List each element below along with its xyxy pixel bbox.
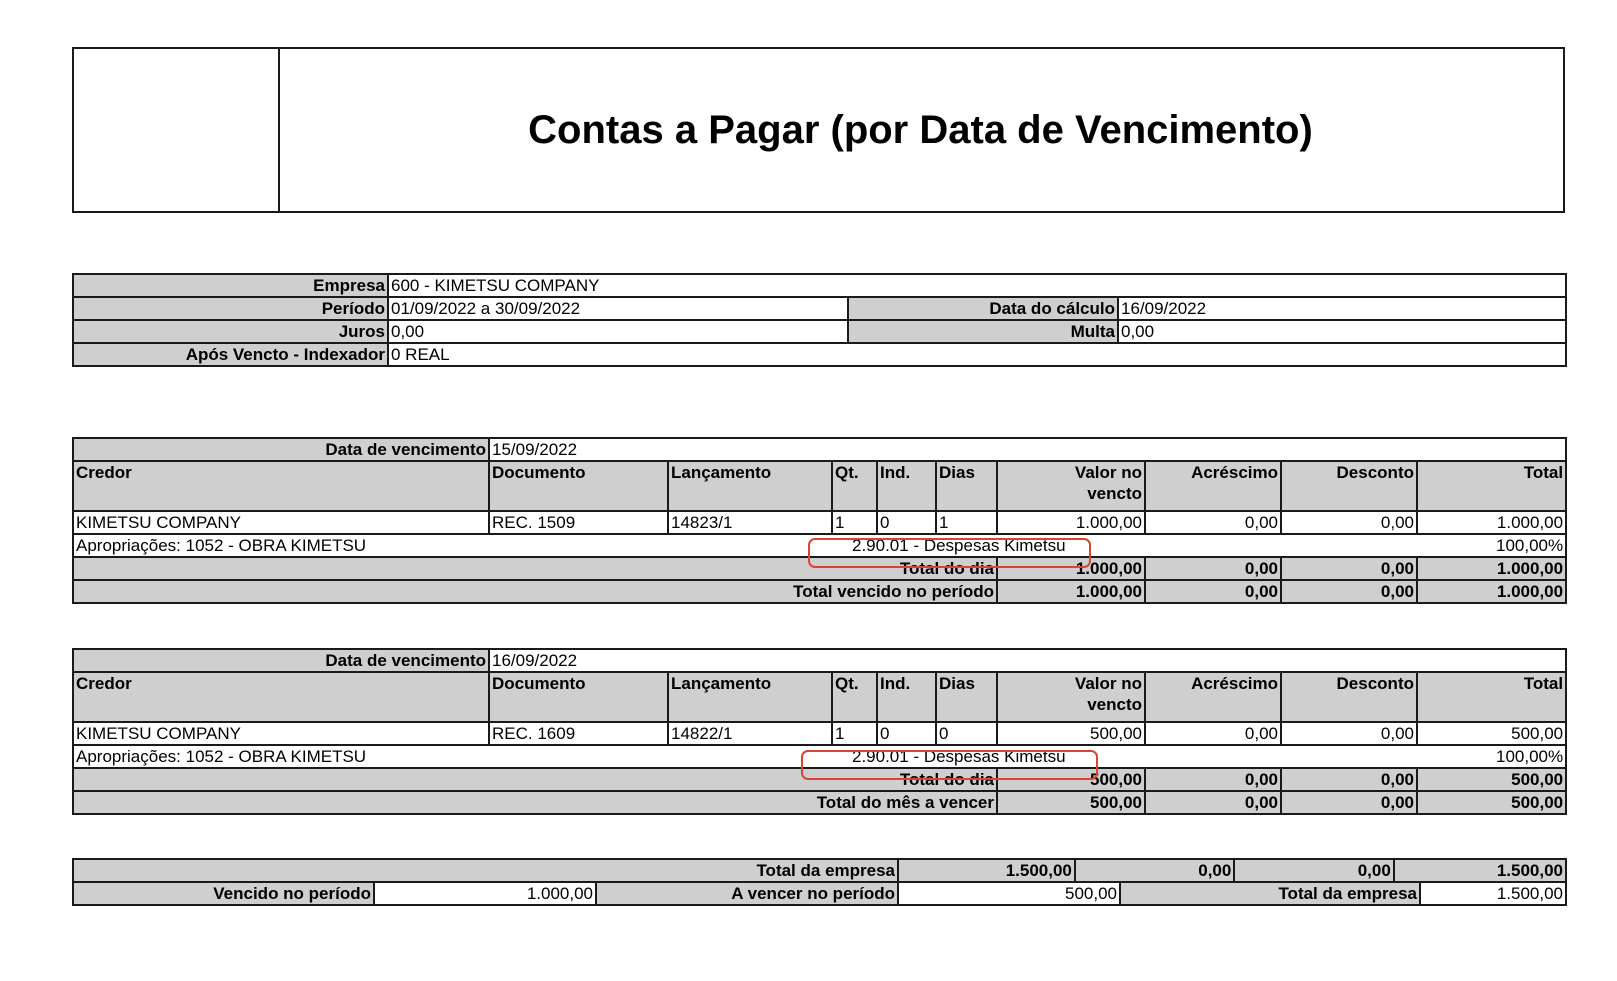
table-row bbox=[73, 511, 1566, 534]
total-periodo-acrescimo: 0,00 bbox=[1145, 580, 1281, 603]
data-calculo-label: Data do cálculo bbox=[848, 297, 1118, 320]
a-vencer-value: 500,00 bbox=[898, 882, 1120, 905]
apropriacoes-text: Apropriações: 1052 - OBRA KIMETSU bbox=[73, 534, 832, 557]
total-dia-total: 1.000,00 bbox=[1417, 557, 1566, 580]
total-empresa-total: 1.500,00 bbox=[1394, 860, 1565, 881]
col-lancamento: Lançamento bbox=[668, 672, 832, 722]
cell-credor: KIMETSU COMPANY bbox=[73, 722, 489, 745]
total-dia-valor: 1.000,00 bbox=[997, 557, 1145, 580]
col-total: Total bbox=[1417, 461, 1566, 511]
total-dia-label: Total do dia bbox=[73, 768, 997, 791]
cell-documento: REC. 1509 bbox=[489, 511, 668, 534]
col-dias: Dias bbox=[936, 461, 997, 511]
due-date-value: 15/09/2022 bbox=[489, 438, 1566, 461]
cell-desconto: 0,00 bbox=[1281, 722, 1417, 745]
total-periodo-desconto: 0,00 bbox=[1281, 791, 1417, 814]
col-total: Total bbox=[1417, 672, 1566, 722]
col-qt: Qt. bbox=[832, 461, 877, 511]
cell-valor: 1.000,00 bbox=[997, 511, 1145, 534]
col-lancamento: Lançamento bbox=[668, 461, 832, 511]
col-qt: Qt. bbox=[832, 672, 877, 722]
multa-label: Multa bbox=[848, 320, 1118, 343]
cell-dias: 1 bbox=[936, 511, 997, 534]
highlight-box bbox=[808, 538, 1091, 568]
indexador-value: 0 REAL bbox=[388, 343, 1566, 366]
col-acrescimo: Acréscimo bbox=[1145, 461, 1281, 511]
total-periodo-total: 500,00 bbox=[1417, 791, 1566, 814]
vencido-value: 1.000,00 bbox=[374, 882, 596, 905]
col-desconto: Desconto bbox=[1281, 461, 1417, 511]
total-empresa-label: Total da empresa bbox=[73, 859, 898, 882]
table-row bbox=[73, 722, 1566, 745]
indexador-label: Após Vencto - Indexador bbox=[73, 343, 388, 366]
cell-qt: 1 bbox=[832, 722, 877, 745]
cell-lancamento: 14823/1 bbox=[668, 511, 832, 534]
col-valor: Valor no vencto bbox=[997, 672, 1145, 722]
total-empresa-acrescimo: 0,00 bbox=[1075, 860, 1234, 881]
percent-text: 100,00% bbox=[1417, 745, 1566, 768]
juros-value: 0,00 bbox=[388, 320, 848, 343]
percent-text: 100,00% bbox=[1417, 534, 1566, 557]
col-credor: Credor bbox=[73, 461, 489, 511]
total-dia-acrescimo: 0,00 bbox=[1145, 557, 1281, 580]
total-empresa-label-2: Total da empresa bbox=[1120, 882, 1420, 905]
col-valor: Valor no vencto bbox=[997, 461, 1145, 511]
cell-desconto: 0,00 bbox=[1281, 511, 1417, 534]
cell-acrescimo: 0,00 bbox=[1145, 511, 1281, 534]
total-empresa-values bbox=[898, 859, 1566, 882]
total-empresa-desconto: 0,00 bbox=[1234, 860, 1393, 881]
col-documento: Documento bbox=[489, 672, 668, 722]
due-date-label: Data de vencimento bbox=[73, 438, 489, 461]
highlight-box bbox=[801, 750, 1098, 780]
total-periodo-valor: 500,00 bbox=[997, 791, 1145, 814]
total-dia-label: Total do dia bbox=[73, 557, 997, 580]
total-periodo-label: Total do mês a vencer bbox=[73, 791, 997, 814]
col-ind: Ind. bbox=[877, 672, 936, 722]
col-credor: Credor bbox=[73, 672, 489, 722]
total-dia-acrescimo: 0,00 bbox=[1145, 768, 1281, 791]
col-desconto: Desconto bbox=[1281, 672, 1417, 722]
periodo-label: Período bbox=[73, 297, 388, 320]
a-vencer-label: A vencer no período bbox=[596, 882, 898, 905]
data-calculo-value: 16/09/2022 bbox=[1118, 297, 1566, 320]
col-dias: Dias bbox=[936, 672, 997, 722]
cell-total: 500,00 bbox=[1417, 722, 1566, 745]
cell-credor: KIMETSU COMPANY bbox=[73, 511, 489, 534]
total-dia-desconto: 0,00 bbox=[1281, 768, 1417, 791]
total-periodo-total: 1.000,00 bbox=[1417, 580, 1566, 603]
juros-label: Juros bbox=[73, 320, 388, 343]
periodo-value: 01/09/2022 a 30/09/2022 bbox=[388, 297, 848, 320]
apropriacoes-text: Apropriações: 1052 - OBRA KIMETSU bbox=[73, 745, 832, 768]
total-periodo-label: Total vencido no período bbox=[73, 580, 997, 603]
cell-ind: 0 bbox=[877, 511, 936, 534]
multa-value: 0,00 bbox=[1118, 320, 1566, 343]
empresa-value: 600 - KIMETSU COMPANY bbox=[388, 274, 1566, 297]
cell-total: 1.000,00 bbox=[1417, 511, 1566, 534]
cell-ind: 0 bbox=[877, 722, 936, 745]
report-title: Contas a Pagar (por Data de Vencimento) bbox=[528, 107, 1313, 152]
cell-acrescimo: 0,00 bbox=[1145, 722, 1281, 745]
total-periodo-desconto: 0,00 bbox=[1281, 580, 1417, 603]
cell-documento: REC. 1609 bbox=[489, 722, 668, 745]
cell-dias: 0 bbox=[936, 722, 997, 745]
logo-placeholder bbox=[74, 49, 280, 211]
total-dia-total: 500,00 bbox=[1417, 768, 1566, 791]
total-empresa-valor: 1.500,00 bbox=[899, 860, 1075, 881]
report-header bbox=[72, 47, 1565, 213]
due-group-table bbox=[72, 437, 1567, 604]
col-documento: Documento bbox=[489, 461, 668, 511]
summary-table bbox=[72, 858, 1567, 906]
cell-lancamento: 14822/1 bbox=[668, 722, 832, 745]
due-date-label: Data de vencimento bbox=[73, 649, 489, 672]
due-group-table bbox=[72, 648, 1567, 815]
col-acrescimo: Acréscimo bbox=[1145, 672, 1281, 722]
due-date-value: 16/09/2022 bbox=[489, 649, 1566, 672]
col-ind: Ind. bbox=[877, 461, 936, 511]
empresa-label: Empresa bbox=[73, 274, 388, 297]
conta-text: 2.90.01 - Despesas Kimetsu bbox=[832, 745, 1417, 768]
total-dia-valor: 500,00 bbox=[997, 768, 1145, 791]
total-dia-desconto: 0,00 bbox=[1281, 557, 1417, 580]
conta-text: 2.90.01 - Despesas Kimetsu bbox=[832, 534, 1417, 557]
vencido-label: Vencido no período bbox=[73, 882, 374, 905]
total-empresa-value-2: 1.500,00 bbox=[1420, 882, 1566, 905]
total-periodo-acrescimo: 0,00 bbox=[1145, 791, 1281, 814]
filters-table bbox=[72, 273, 1567, 367]
cell-qt: 1 bbox=[832, 511, 877, 534]
total-periodo-valor: 1.000,00 bbox=[997, 580, 1145, 603]
cell-valor: 500,00 bbox=[997, 722, 1145, 745]
